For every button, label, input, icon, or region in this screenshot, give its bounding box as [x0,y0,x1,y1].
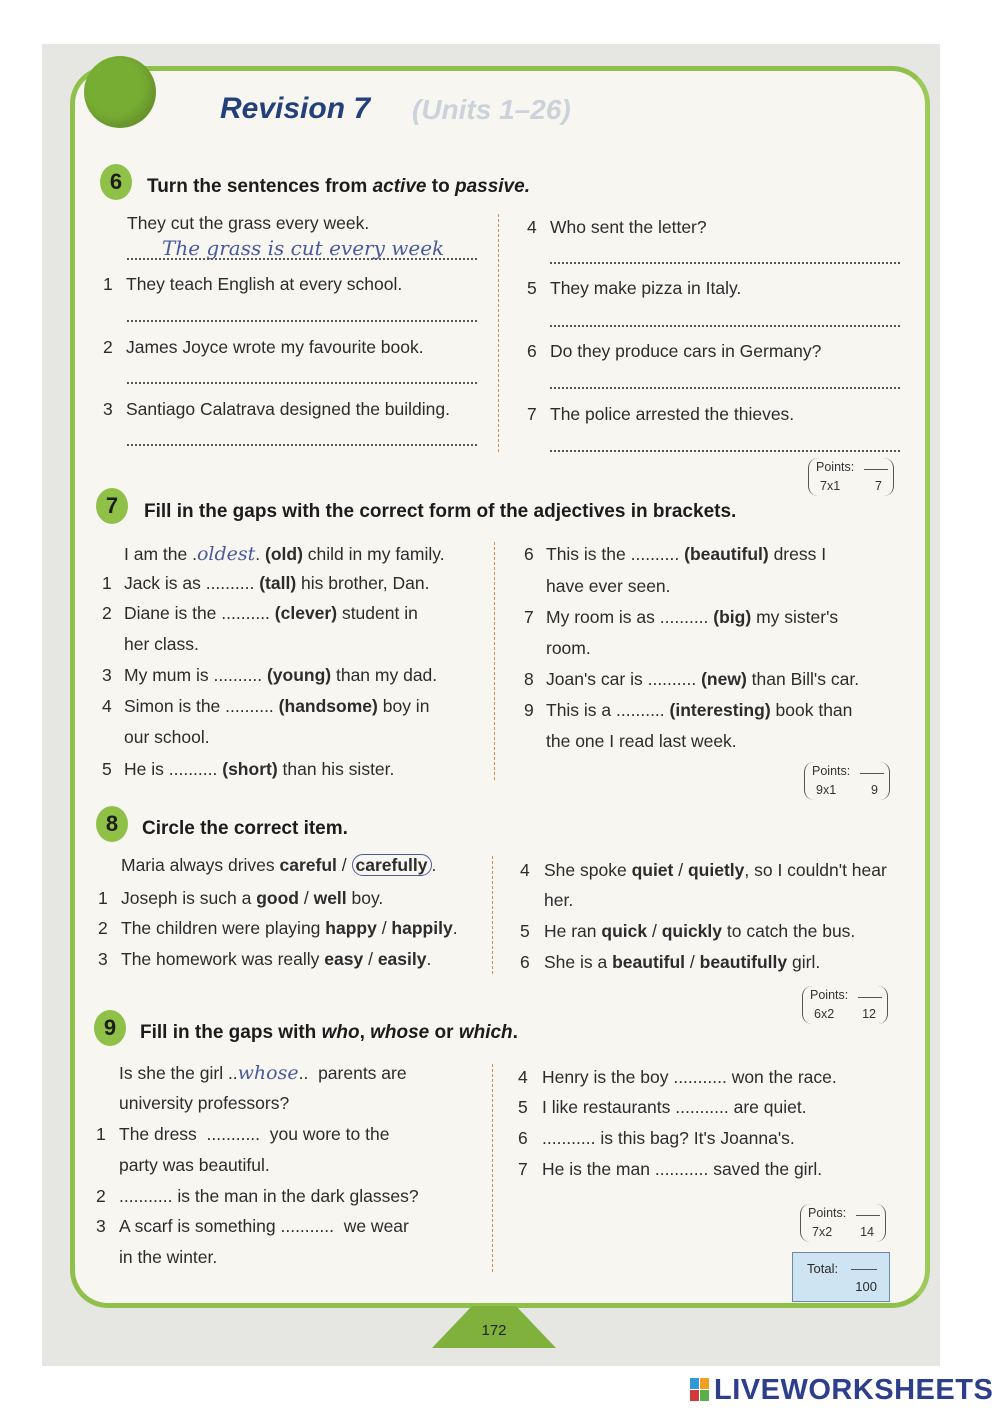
question-number: 5 [527,278,537,298]
points-box: Points: 9x1 9 [804,762,890,802]
question-text: They teach English at every school. [126,274,403,294]
question-text: Santiago Calatrava designed the building. [126,399,450,419]
option[interactable]: easily [377,949,427,969]
question-number: 7 [527,404,537,424]
question-number: 6 [518,1128,528,1148]
exercise-number: 9 [94,1010,126,1046]
footer-decoration [516,1306,556,1348]
question-number: 2 [102,603,112,623]
question-number: 3 [96,1216,106,1236]
gap[interactable]: .......... [225,696,274,716]
example-sentence: Is she the girl ..whose.. parents are [119,1062,407,1084]
question-text-continued: her. [544,890,574,910]
column-divider [492,856,493,974]
question-text: The dress ........... you wore to the [119,1124,390,1144]
question-number: 4 [527,217,537,237]
question-text: My room is as .......... (big) my sister's [546,607,839,627]
gap[interactable]: .......... [221,603,270,623]
question-text: Do they produce cars in Germany? [550,341,822,361]
question-text: Joan's car is .......... (new) than Bill's car. [546,669,860,689]
question-number: 2 [96,1186,106,1206]
question-number: 6 [527,341,537,361]
example-answer: The grass is cut every week [162,236,445,260]
decorative-circle-icon [84,56,156,128]
page-number: 172 [481,1322,507,1339]
option[interactable]: quiet [631,860,674,880]
question-text: The police arrested the thieves. [550,404,795,424]
question-number: 3 [98,949,108,969]
liveworksheets-logo-icon [690,1378,710,1402]
option[interactable]: beautiful [612,952,686,972]
example-sentence: They cut the grass every week. [127,213,370,233]
question-number: 6 [524,544,534,564]
question-text: This is the .......... (beautiful) dress I [546,544,827,564]
question-text: The children were playing happy / happily. [121,918,458,938]
answer-line[interactable] [127,382,477,384]
gap[interactable]: ........... [206,1124,261,1144]
page-title: Revision 7 [220,92,371,125]
question-number: 4 [520,860,530,880]
question-number: 9 [524,700,534,720]
question-text: They make pizza in Italy. [550,278,742,298]
question-number: 6 [520,952,530,972]
question-text: Henry is the boy ........... won the race. [542,1067,837,1087]
option[interactable]: beautifully [699,952,788,972]
total-box: Total: 100 [792,1252,890,1302]
gap[interactable]: .......... [630,544,680,564]
question-number: 4 [102,696,112,716]
question-text: Jack is as .......... (tall) his brother, Dan. [124,573,430,593]
circled-answer: carefully [352,854,432,876]
question-text: He is the man ........... saved the girl. [542,1159,823,1179]
question-number: 5 [518,1097,528,1117]
gap[interactable]: .......... [168,759,218,779]
question-text-continued: our school. [124,727,210,747]
gap[interactable]: ........... [280,1216,334,1236]
example-sentence: I am the .oldest. (old) child in my family. [124,543,445,565]
ghost-text: (Units 1–26) [412,94,571,125]
exercise-number: 6 [100,164,132,200]
exercise-number: 7 [96,488,128,524]
option[interactable]: quick [601,921,648,941]
footer-decoration [432,1306,472,1348]
example-sentence-continued: university professors? [119,1093,290,1113]
answer-line[interactable] [127,444,477,446]
question-text: This is a .......... (interesting) book than [546,700,853,720]
question-number: 8 [524,669,534,689]
question-text: My mum is .......... (young) than my dad. [124,665,438,685]
question-text: ........... is this bag? It's Joanna's. [542,1128,795,1148]
gap[interactable]: .......... [205,573,255,593]
question-number: 4 [518,1067,528,1087]
answer-line [127,258,477,260]
question-number: 1 [98,888,108,908]
question-text-continued: have ever seen. [546,576,671,596]
option[interactable]: quickly [661,921,723,941]
question-text: The homework was really easy / easily. [121,949,432,969]
question-text: Joseph is such a good / well boy. [121,888,384,908]
option[interactable]: well [313,888,347,908]
answer-line[interactable] [550,262,900,264]
question-text-continued: her class. [124,634,199,654]
points-box: Points: 6x2 12 [802,986,888,1026]
question-number: 1 [103,274,113,294]
column-divider [492,1064,493,1272]
question-text: She spoke quiet / quietly, so I couldn't hear [544,860,887,880]
question-number: 5 [102,759,112,779]
question-number: 2 [98,918,108,938]
exercise-heading: Fill in the gaps with who, whose or which. [140,1022,518,1043]
question-text: Simon is the .......... (handsome) boy in [124,696,430,716]
gap[interactable]: ........... [654,1159,709,1179]
points-box: Points: 7x2 14 [800,1204,886,1244]
column-divider [498,214,499,452]
exercise-heading: Turn the sentences from active to passive. [147,176,530,197]
exercise-heading: Fill in the gaps with the correct form of the adjectives in brackets. [144,501,737,522]
gap[interactable]: ........... [675,1097,729,1117]
gap[interactable]: .......... [616,700,665,720]
question-number: 3 [102,665,112,685]
answer-line[interactable] [550,450,900,452]
question-text-continued: party was beautiful. [119,1155,270,1175]
question-text-continued: the one I read last week. [546,731,737,751]
option[interactable]: good [256,888,299,908]
question-text: He ran quick / quickly to catch the bus. [544,921,856,941]
option[interactable]: happily [391,918,453,938]
answer-line[interactable] [127,320,477,322]
gap[interactable]: .......... [659,607,709,627]
points-box: Points: 7x1 7 [808,458,894,498]
question-text: He is .......... (short) than his sister. [124,759,395,779]
exercise-number: 8 [96,806,128,842]
brand-wordmark[interactable]: LIVEWORKSHEETS [714,1374,994,1406]
question-number: 3 [103,399,113,419]
question-text: I like restaurants ........... are quiet. [542,1097,807,1117]
question-number: 2 [103,337,113,357]
question-number: 1 [102,573,112,593]
question-text-continued: in the winter. [119,1247,218,1267]
option[interactable]: easy [324,949,364,969]
gap[interactable]: ........... [542,1128,596,1148]
answer-line[interactable] [550,325,900,327]
question-number: 7 [518,1159,528,1179]
exercise-heading: Circle the correct item. [142,818,348,839]
question-text: Diane is the .......... (clever) student in [124,603,418,623]
question-number: 1 [96,1124,106,1144]
question-text: A scarf is something ........... we wear [119,1216,409,1236]
question-text: ........... is the man in the dark glasses? [119,1186,419,1206]
gap[interactable]: ........... [119,1186,173,1206]
gap[interactable]: .......... [647,669,697,689]
example-sentence: Maria always drives careful / carefully . [121,855,437,875]
question-number: 7 [524,607,534,627]
question-number: 5 [520,921,530,941]
question-text-continued: room. [546,638,591,658]
gap[interactable]: .......... [213,665,263,685]
column-divider [494,542,495,780]
question-text: Who sent the letter? [550,217,707,237]
question-text: James Joyce wrote my favourite book. [126,337,424,357]
answer-line[interactable] [550,387,900,389]
option[interactable]: quietly [687,860,745,880]
option[interactable]: happy [325,918,377,938]
gap[interactable]: ........... [673,1067,727,1087]
question-text: She is a beautiful / beautifully girl. [544,952,821,972]
